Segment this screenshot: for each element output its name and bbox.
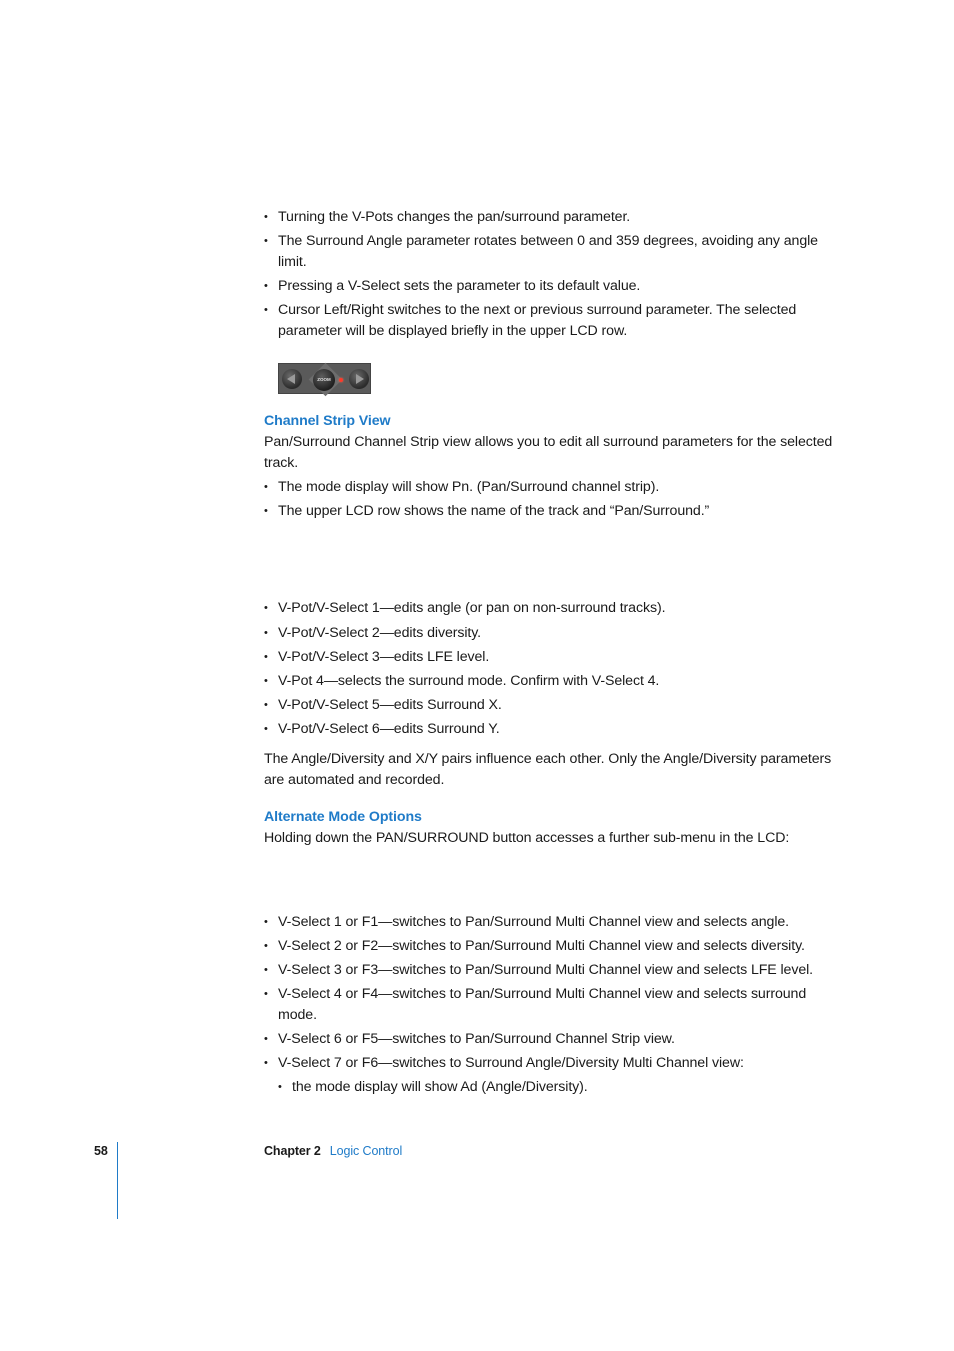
chapter-label: Chapter 2 (264, 1144, 321, 1158)
footer-chapter (264, 1141, 402, 1162)
zoom-button-icon: ZOOM (313, 369, 335, 391)
paragraph: The Angle/Diversity and X/Y pairs influence each other. Only the Angle/Diversity parameters are automated and recorded. (264, 751, 832, 788)
led-indicator-icon (339, 378, 343, 382)
sub-list-item: • the mode display will show Ad (Angle/Diversity). (278, 1077, 854, 1098)
arrow-right-icon (356, 374, 364, 384)
list-item: • V-Select 3 or F3—switches to Pan/Surround Multi Channel view and selects LFE level. (264, 960, 854, 981)
chapter-title: Logic Control (329, 1144, 403, 1158)
list-item: • V-Select 1 or F1—switches to Pan/Surround Multi Channel view and selects angle. (264, 912, 854, 933)
list-item: • V-Select 6 or F5—switches to Pan/Surround Channel Strip view. (264, 1029, 854, 1050)
arrow-left-icon (287, 374, 295, 384)
list-item: • V-Pot/V-Select 3—edits LFE level. (264, 647, 844, 668)
alternate-mode-section (264, 807, 844, 849)
channel-strip-section (264, 411, 844, 525)
list-item: • The mode display will show Pn. (Pan/Surround channel strip). (264, 477, 844, 498)
list-item: • V-Select 2 or F2—switches to Pan/Surround Multi Channel view and selects diversity. (264, 936, 854, 957)
footer-divider (117, 1142, 118, 1219)
list-item: • V-Pot/V-Select 6—edits Surround Y. (264, 719, 844, 740)
list-item: • V-Pot/V-Select 2—edits diversity. (264, 623, 844, 644)
cursor-zoom-graphic (278, 363, 371, 394)
section-heading: Channel Strip View (264, 413, 391, 429)
list-item: • V-Select 7 or F6—switches to Surround Angle/Diversity Multi Channel view: (264, 1053, 854, 1074)
list-item: • Cursor Left/Right switches to the next or previous surround parameter. The selected parameter will be displayed briefly in the upper LCD row. (264, 300, 844, 342)
cursor-left-button-icon (282, 369, 302, 389)
section-heading: Alternate Mode Options (264, 809, 422, 825)
list-item: • The upper LCD row shows the name of the track and “Pan/Surround.” (264, 501, 844, 522)
list-item: • The Surround Angle parameter rotates between 0 and 359 degrees, avoiding any angle limit. (264, 231, 844, 273)
vpot-list-section (264, 598, 844, 791)
paragraph: Pan/Surround Channel Strip view allows you to edit all surround parameters for the selected track. (264, 434, 833, 471)
page-number: 58 (94, 1144, 108, 1158)
list-item: • V-Select 4 or F4—switches to Pan/Surround Multi Channel view and selects surround mode. (264, 984, 854, 1026)
paragraph: Holding down the PAN/SURROUND button accesses a further sub-menu in the LCD: (264, 830, 790, 846)
list-item: • V-Pot 4—selects the surround mode. Confirm with V-Select 4. (264, 671, 844, 692)
list-item: • V-Pot/V-Select 5—edits Surround X. (264, 695, 844, 716)
surround-bullets (264, 207, 844, 345)
alternate-mode-bullets (264, 912, 854, 1101)
list-item: • Turning the V-Pots changes the pan/surround parameter. (264, 207, 844, 228)
cursor-right-button-icon (349, 369, 369, 389)
list-item: • Pressing a V-Select sets the parameter to its default value. (264, 276, 844, 297)
list-item: • V-Pot/V-Select 1—edits angle (or pan on non-surround tracks). (264, 598, 844, 619)
